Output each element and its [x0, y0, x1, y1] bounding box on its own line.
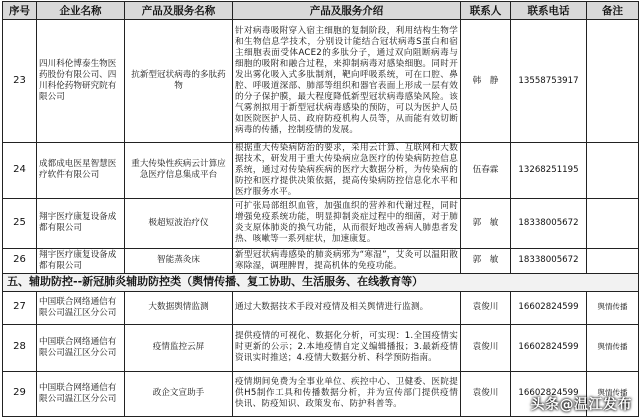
header-contact: 联系人: [461, 2, 511, 20]
table-row: [3, 324, 639, 371]
header-no: 序号: [3, 2, 37, 20]
row-note: 舆情传播: [587, 371, 639, 416]
row-product: 大数据舆情监测: [125, 291, 233, 324]
row-phone: 18338005672: [511, 248, 587, 273]
row-no: 29: [3, 371, 37, 416]
watermark: 头条@温江发布: [530, 397, 632, 413]
row-contact: 袁俊川: [461, 324, 511, 371]
row-note: [587, 248, 639, 273]
row-intro: 提供疫情的可视化、数据化分析，可实现：1.全国疫情实时更新的公示；2.本地疫情自定义编辑播报；3.最新疫情资讯实时推送；4.疫情大数据分析、科学预防指南。: [233, 324, 461, 371]
table-row: [3, 198, 639, 248]
row-phone: 16602824599: [511, 371, 587, 416]
row-note: [587, 143, 639, 199]
row-company: 四川科伦博泰生物医药股份有限公司、四川科伦药物研究院有限公司: [37, 20, 125, 143]
row-no: 23: [3, 20, 37, 143]
row-company: 翔宇医疗康复设备成都有限公司: [37, 198, 125, 248]
row-company: 中国联合网络通信有限公司温江区分公司: [37, 324, 125, 371]
row-intro: 针对病毒吸附穿入宿主细胞的复制阶段，利用结构生物学和生物信息学技术，分别设计能结合冠状病毒S蛋白和宿主细胞表面受体ACE2的多肽分子，通过双向阻断病毒与细胞的吸附和融合过程，来抑制病毒对感染细胞。同时开发出雾化吸入式多肽制剂，靶向呼吸系统，可在口腔、鼻腔、呼吸道深部、肺部等组织和器官表面上形成一层有效的分子保护膜，最大程度降低新型冠状病毒感染风险。该气雾剂拟用于新型冠状病毒感染的预防，可以为医护人员如医院医护人员、政府防疫机构人员等，从而能有效切断病毒的传播，控制疫情的发展。: [233, 20, 461, 143]
row-company: 成都成电医星智慧医疗软件有限公司: [37, 143, 125, 199]
table-row: [3, 248, 639, 273]
row-phone: 16602824599: [511, 324, 587, 371]
row-phone: 13268251195: [511, 143, 587, 199]
header-note: 备注: [587, 2, 639, 20]
row-note: 舆情传播: [587, 291, 639, 324]
row-contact: 伍春霖: [461, 143, 511, 199]
header-intro: 产品及服务介绍: [233, 2, 461, 20]
row-contact: 郭 敏: [461, 198, 511, 248]
row-phone: 13558753917: [511, 20, 587, 143]
header-row: [3, 2, 639, 20]
table-row: [3, 143, 639, 199]
row-product: 智能蒸灸床: [125, 248, 233, 273]
row-intro: 根据重大传染病防治的要求，采用云计算、互联网和大数据技术，研发用于重大传染病应急医疗的传染病防控信息系统，通过对传染病疾病的医疗大数据分析，为传染病的防控和医疗提供决策依据，提高传染病防控信息化水平和医疗服务水平。: [233, 143, 461, 199]
row-company: 翔宇医疗康复设备成都有限公司: [37, 248, 125, 273]
row-intro: 疫情期间免费为全事业单位、疾控中心、卫健委、医院提供H5制作工具和传播数据分析，并为宣传部门提供疫情快讯、防疫知识、政策发布、防护科普等。: [233, 371, 461, 416]
row-intro: 可扩张局部组织血管，加强血织的营养和代谢过程，同时增强免疫系统功能，明显抑制炎症过程中的细菌，对于肺炎支原体肺炎的换气功能，从而很好地改善病人肺患者发热、咳嗽等一系列症状，加速康复。: [233, 198, 461, 248]
row-company: 中国联合网络通信有限公司温江区分公司: [37, 291, 125, 324]
row-no: 28: [3, 324, 37, 371]
row-no: 25: [3, 198, 37, 248]
row-product: 抗新型冠状病毒的多肽药物: [125, 20, 233, 143]
row-phone: 18338005672: [511, 198, 587, 248]
row-phone: 16602824599: [511, 291, 587, 324]
row-no: 26: [3, 248, 37, 273]
section-row: [3, 273, 639, 291]
row-contact: 韩 静: [461, 20, 511, 143]
row-contact: 袁俊川: [461, 291, 511, 324]
product-table: [2, 1, 639, 417]
row-intro: 新型冠状病毒感染的肺炎病邪为“寒湿”，艾灸可以温阳散寒除湿，调理脾胃，提高机体的免疫功能。: [233, 248, 461, 273]
row-note: 舆情传播: [587, 324, 639, 371]
row-company: 中国联合网络通信有限公司温江区分公司: [37, 371, 125, 416]
header-phone: 联系电话: [511, 2, 587, 20]
header-company: 企业名称: [37, 2, 125, 20]
row-product: 疫情监控云屏: [125, 324, 233, 371]
row-intro: 通过大数据技术手段对疫情及相关舆情进行监测。: [233, 291, 461, 324]
table-row: [3, 20, 639, 143]
row-product: 政企文宣助手: [125, 371, 233, 416]
row-note: [587, 198, 639, 248]
row-contact: 袁俊川: [461, 371, 511, 416]
table-row: [3, 291, 639, 324]
row-no: 24: [3, 143, 37, 199]
row-product: 重大传染性疾病云计算应急医疗信息集成平台: [125, 143, 233, 199]
header-product: 产品及服务名称: [125, 2, 233, 20]
row-no: 27: [3, 291, 37, 324]
row-contact: 郭 敏: [461, 248, 511, 273]
row-note: [587, 20, 639, 143]
section-title: 五、辅助防控--新冠肺炎辅助防控类（舆情传播、复工协助、生活服务、在线教育等）: [3, 273, 639, 291]
row-product: 极超短波治疗仪: [125, 198, 233, 248]
